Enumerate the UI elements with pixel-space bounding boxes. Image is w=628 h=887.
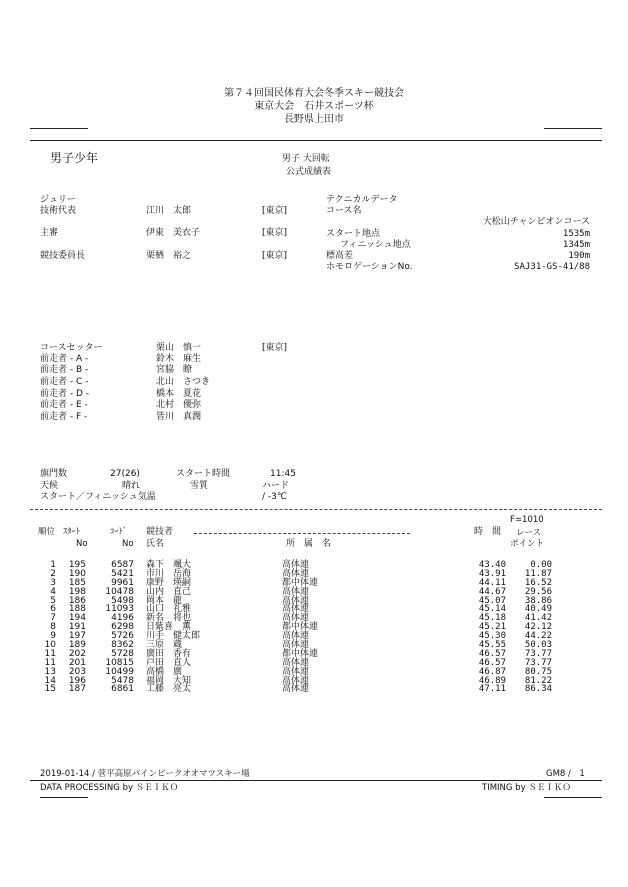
- col-code: ｺｰﾄﾞ: [110, 527, 128, 537]
- result-code: 10499: [105, 666, 134, 677]
- jury-region: [東京]: [262, 228, 288, 238]
- result-time: 45.55: [478, 640, 506, 651]
- start-time-value: 11:45: [270, 469, 296, 479]
- result-rank: 1: [50, 560, 56, 570]
- result-club: 高体連: [282, 613, 310, 624]
- col-start-no-sub: No: [76, 539, 88, 549]
- result-name: 山口 礼雅: [146, 604, 192, 615]
- col-rank: 順位: [38, 527, 56, 537]
- official-name: 北山 さつき: [156, 377, 211, 387]
- result-name: 福岡 大知: [146, 675, 192, 686]
- result-club: 都中体連: [282, 648, 319, 659]
- jury-role: 競技委員長: [40, 251, 86, 261]
- footer-timing: TIMING by ＳＥＩＫＯ: [482, 783, 571, 793]
- result-name: 日紫喜 薫: [146, 622, 192, 633]
- result-points: 29.56: [524, 586, 552, 597]
- official-role: 前走者 - E -: [40, 400, 88, 410]
- result-name: 岡本 龍: [146, 595, 183, 606]
- result-name: 高橋 廣: [146, 666, 183, 677]
- weather-label: 天候: [40, 481, 59, 491]
- result-bib: 202: [68, 648, 86, 659]
- result-code: 10815: [105, 657, 134, 668]
- results-table: [0, 561, 628, 694]
- result-points: 73.77: [524, 648, 552, 659]
- finish-label: フィニッシュ地点: [340, 240, 411, 250]
- result-name: 戸田 直人: [146, 657, 192, 668]
- result-bib: 195: [68, 560, 86, 570]
- footer-rule-left: [40, 797, 88, 798]
- result-points: 16.52: [524, 577, 552, 588]
- result-time: 44.67: [478, 586, 506, 597]
- official-name: 鈴木 麻生: [156, 354, 202, 364]
- result-code: 8362: [111, 640, 134, 651]
- official-role: 前走者 - B -: [40, 365, 89, 375]
- official-name: 栗山 慎一: [156, 343, 202, 353]
- result-code: 5421: [111, 568, 134, 579]
- col-code-sub: No: [122, 539, 134, 549]
- race-discipline: 男子 大回転: [282, 154, 330, 164]
- result-points: 41.42: [524, 613, 552, 624]
- official-role: 前走者 - C -: [40, 377, 89, 387]
- result-code: 5498: [111, 595, 134, 606]
- result-bib: 190: [68, 568, 86, 579]
- result-time: 44.11: [478, 577, 506, 588]
- result-time: 46.87: [478, 666, 506, 677]
- gates-label: 旗門数: [40, 469, 68, 479]
- official-role: 前走者 - A -: [40, 354, 89, 364]
- result-code: 9961: [111, 577, 134, 588]
- result-name: 廣田 香有: [146, 648, 192, 659]
- diff-label: 標高差: [326, 251, 354, 261]
- col-competitor-sub: 氏名: [146, 539, 165, 549]
- jury-name: 江川 太郎: [146, 206, 192, 216]
- result-name: 市川 岳海: [146, 568, 192, 579]
- result-club: 都中体連: [282, 622, 319, 633]
- official-role: コースセッター: [40, 343, 103, 353]
- result-club: 都中体連: [282, 577, 319, 588]
- footer-rule-right: [544, 797, 602, 798]
- homolog-label: ホモロゲーションNo.: [326, 262, 413, 272]
- result-code: 4196: [111, 613, 134, 624]
- result-rank: 9: [50, 631, 56, 642]
- official-name: 宮脇 瞭: [156, 365, 193, 375]
- homolog-value: SAJ31-GS-41/88: [514, 262, 590, 272]
- result-time: 47.11: [478, 684, 506, 695]
- result-rank: 13: [44, 666, 56, 677]
- jury-name: 栗栖 裕之: [146, 251, 192, 261]
- result-club: 高体連: [282, 586, 310, 597]
- result-code: 5728: [111, 648, 134, 659]
- result-bib: 185: [68, 577, 86, 588]
- result-club: 高体連: [282, 684, 310, 695]
- jury-role: 技術代表: [40, 206, 77, 216]
- footer-data-processing: DATA PROCESSING by ＳＥＩＫＯ: [40, 783, 179, 793]
- result-rank: 7: [50, 613, 56, 624]
- result-rank: 15: [44, 684, 56, 695]
- result-bib: 198: [68, 586, 86, 597]
- course-name: 大松山チャンピオンコース: [482, 217, 590, 227]
- result-points: 50.03: [524, 640, 552, 651]
- result-club: 高体連: [282, 675, 310, 686]
- result-rank: 8: [50, 622, 56, 633]
- footer-rule: [30, 780, 602, 781]
- result-club: 高体連: [282, 604, 310, 615]
- result-rank: 11: [44, 648, 56, 659]
- result-time: 46.89: [478, 675, 506, 686]
- result-time: 45.07: [478, 595, 506, 606]
- official-name: 皆川 真潤: [156, 412, 202, 422]
- result-bib: 191: [68, 622, 86, 633]
- result-rank: 14: [44, 675, 56, 686]
- result-rank: 11: [44, 657, 56, 668]
- result-club: 高体連: [282, 568, 310, 579]
- result-bib: 187: [68, 684, 86, 695]
- event-title: 第７４回国民体育大会冬季スキー競技会: [224, 88, 404, 99]
- col-start-no: ｽﾀｰﾄ: [63, 527, 81, 537]
- temp-label: スタート／フィニッシュ気温: [40, 492, 156, 502]
- technical-heading: テクニカルデータ: [326, 195, 398, 205]
- gates-value: 27(26): [110, 469, 140, 479]
- result-code: 10478: [105, 586, 134, 597]
- result-club: 高体連: [282, 631, 310, 642]
- category: 男子少年: [50, 151, 99, 165]
- col-affiliation: 所 属 名: [286, 539, 332, 549]
- result-time: 45.18: [478, 613, 506, 624]
- result-code: 11093: [105, 604, 134, 615]
- result-rank: 6: [50, 604, 56, 615]
- result-name: 新名 将也: [146, 613, 192, 624]
- result-points: 0.00: [530, 560, 552, 570]
- col-points: レース: [516, 528, 542, 538]
- temp-value: / -3℃: [262, 492, 287, 502]
- result-rank: 4: [50, 586, 56, 597]
- result-bib: 197: [68, 631, 86, 642]
- result-code: 5478: [111, 675, 134, 686]
- result-time: 45.21: [478, 622, 506, 633]
- start-value: 1535m: [562, 229, 590, 239]
- result-time: 45.14: [478, 604, 506, 615]
- result-points: 42.12: [524, 622, 552, 633]
- result-bib: 188: [68, 604, 86, 615]
- footer-date-place: 2019-01-14 / 菅平高原パインビークオオマツスキー場: [40, 769, 250, 779]
- result-club: 高体連: [282, 640, 310, 651]
- result-rank: 5: [50, 595, 56, 606]
- result-code: 6298: [111, 622, 134, 633]
- snow-label: 雪質: [190, 481, 209, 491]
- result-bib: 196: [68, 675, 86, 686]
- result-code: 5726: [111, 631, 134, 642]
- competitor-rule: [194, 533, 410, 534]
- result-club: 高体連: [282, 666, 310, 677]
- result-name: 三原 蔵: [146, 640, 183, 651]
- official-role: 前走者 - F -: [40, 412, 88, 422]
- result-points: 11.87: [524, 568, 552, 579]
- result-points: 40.49: [524, 604, 552, 615]
- header-divider: [30, 140, 602, 141]
- snow-value: ハード: [262, 481, 290, 491]
- jury-region: [東京]: [262, 251, 288, 261]
- result-code: 6861: [111, 684, 134, 695]
- jury-region: [東京]: [262, 206, 288, 216]
- result-name: 森下 颯大: [146, 560, 192, 570]
- col-time: 時 間: [474, 527, 502, 537]
- venue: 長野県上田市: [284, 114, 344, 125]
- col-competitor: 競技者: [146, 527, 174, 537]
- official-region: [東京]: [262, 343, 288, 353]
- course-label: コース名: [326, 206, 362, 216]
- result-rank: 10: [44, 640, 56, 651]
- result-name: 康野 瑛嗣: [146, 577, 192, 588]
- result-name: 山内 直己: [146, 586, 192, 597]
- footer-page: GM8 / 1: [546, 769, 585, 779]
- result-bib: 203: [68, 666, 86, 677]
- col-f-value: F=1010: [510, 515, 544, 525]
- event-subtitle: 東京大会 石井スポーツ杯: [254, 101, 374, 112]
- result-bib: 194: [68, 613, 86, 624]
- result-club: 高体連: [282, 595, 310, 606]
- result-points: 80.75: [524, 666, 552, 677]
- result-points: 81.22: [524, 675, 552, 686]
- result-name: 工藤 亮太: [146, 684, 192, 695]
- result-time: 43.40: [478, 560, 506, 570]
- result-time: 45.30: [478, 631, 506, 642]
- col-points-sub: ポイント: [510, 539, 545, 549]
- result-bib: 201: [68, 657, 86, 668]
- jury-heading: ジュリー: [40, 195, 76, 205]
- header-rule-right: [544, 128, 602, 129]
- table-row: [0, 685, 628, 694]
- result-points: 86.34: [524, 684, 552, 695]
- result-time: 46.57: [478, 648, 506, 659]
- diff-value: 190m: [568, 251, 590, 261]
- result-time: 46.57: [478, 657, 506, 668]
- weather-value: 晴れ: [122, 481, 141, 491]
- finish-value: 1345m: [562, 240, 590, 250]
- jury-role: 主審: [40, 228, 59, 238]
- official-name: 北村 優弥: [156, 400, 202, 410]
- result-points: 38.86: [524, 595, 552, 606]
- result-points: 73.77: [524, 657, 552, 668]
- jury-name: 伊東 美衣子: [146, 228, 201, 238]
- result-time: 43.91: [478, 568, 506, 579]
- result-code: 6587: [111, 560, 134, 570]
- result-rank: 3: [50, 577, 56, 588]
- result-club: 高体連: [282, 657, 310, 668]
- start-label: スタート地点: [326, 229, 381, 239]
- result-points: 44.22: [524, 631, 552, 642]
- official-name: 橋本 夏花: [156, 389, 202, 399]
- result-bib: 189: [68, 640, 86, 651]
- result-rank: 2: [50, 568, 56, 579]
- official-role: 前走者 - D -: [40, 389, 90, 399]
- result-bib: 186: [68, 595, 86, 606]
- start-time-label: スタート時間: [176, 469, 231, 479]
- result-club: 高体連: [282, 560, 310, 570]
- section-divider: [30, 509, 602, 510]
- header-rule-left: [30, 128, 88, 129]
- result-name: 川手 健太郎: [146, 631, 201, 642]
- doc-type: 公式成績表: [286, 167, 332, 177]
